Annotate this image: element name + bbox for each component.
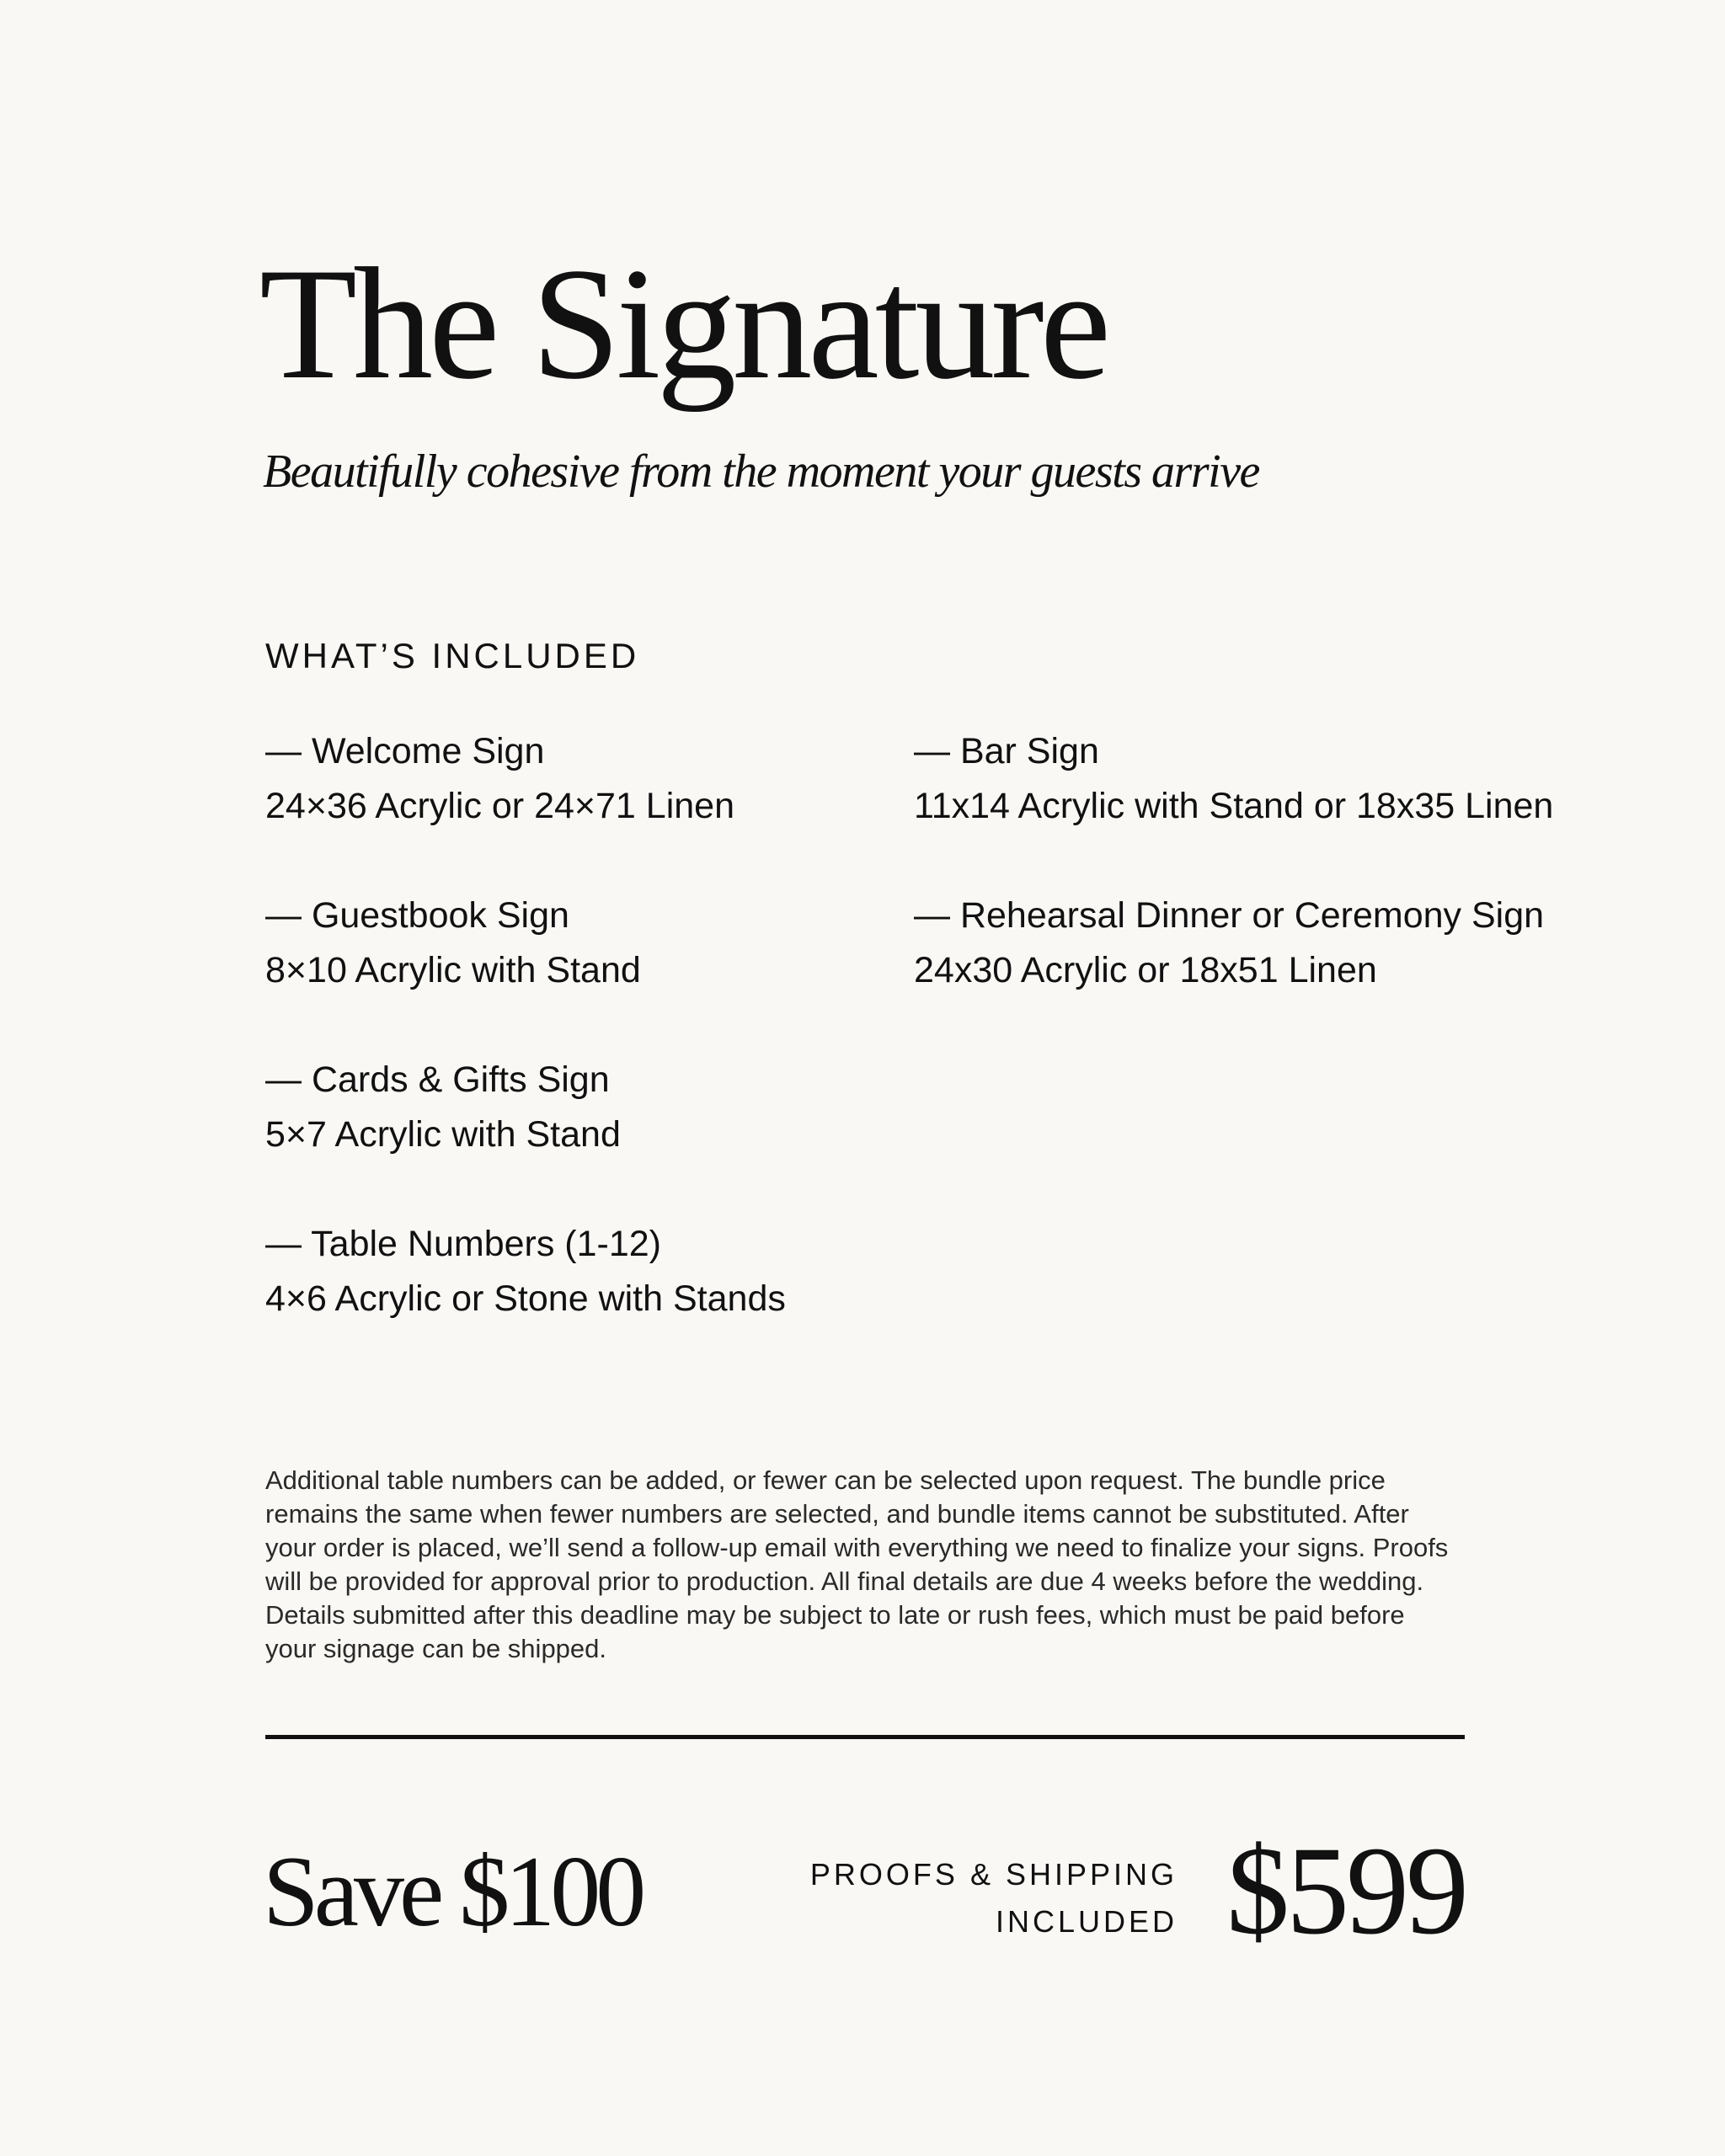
item-title: — Welcome Sign <box>265 731 545 771</box>
item-title: — Guestbook Sign <box>265 895 569 936</box>
item-spec: 4×6 Acrylic or Stone with Stands <box>265 1278 786 1319</box>
list-item-bar-sign <box>914 724 1553 834</box>
bundle-price: $599 <box>1226 1821 1466 1961</box>
included-note <box>810 1851 1178 1945</box>
page-subtitle: Beautifully cohesive from the moment your guests arrive <box>263 446 1259 498</box>
item-spec: 24×36 Acrylic or 24×71 Linen <box>265 786 735 826</box>
included-note-line: PROOFS & SHIPPING <box>809 1857 1178 1892</box>
whats-included-heading: WHAT’S INCLUDED <box>265 636 640 675</box>
list-item-guestbook-sign <box>265 889 641 998</box>
list-item-table-numbers <box>265 1217 786 1326</box>
item-title: — Table Numbers (1-12) <box>265 1224 661 1264</box>
item-title: — Bar Sign <box>914 731 1099 771</box>
savings-label: Save $100 <box>263 1835 642 1947</box>
item-spec: 24x30 Acrylic or 18x51 Linen <box>914 950 1377 990</box>
list-item-rehearsal-ceremony-sign <box>914 889 1544 998</box>
included-note-line: INCLUDED <box>995 1904 1178 1939</box>
list-item-welcome-sign <box>265 724 734 834</box>
item-spec: 8×10 Acrylic with Stand <box>265 950 641 990</box>
item-title: — Cards & Gifts Sign <box>265 1059 610 1100</box>
item-spec: 5×7 Acrylic with Stand <box>265 1114 621 1155</box>
divider <box>265 1735 1465 1739</box>
list-item-cards-gifts-sign <box>265 1053 621 1162</box>
page-title: The Signature <box>259 236 1108 413</box>
fine-print-paragraph: Additional table numbers can be added, or fewer can be selected upon request. The bundle price remains the same when fewer numbers are selected, and bundle items cannot be substituted. After your order is placed, we’ll send a follow-up email with everything we need to finalize your signs. Proofs will be provided for approval prior to production. All final details are due 4 weeks before the wedding. Details submitted after this deadline may be subject to late or rush fees, which must be paid before your signage can be shipped. <box>265 1465 1449 1663</box>
item-title: — Rehearsal Dinner or Ceremony Sign <box>914 895 1545 936</box>
item-spec: 11x14 Acrylic with Stand or 18x35 Linen <box>914 786 1554 826</box>
